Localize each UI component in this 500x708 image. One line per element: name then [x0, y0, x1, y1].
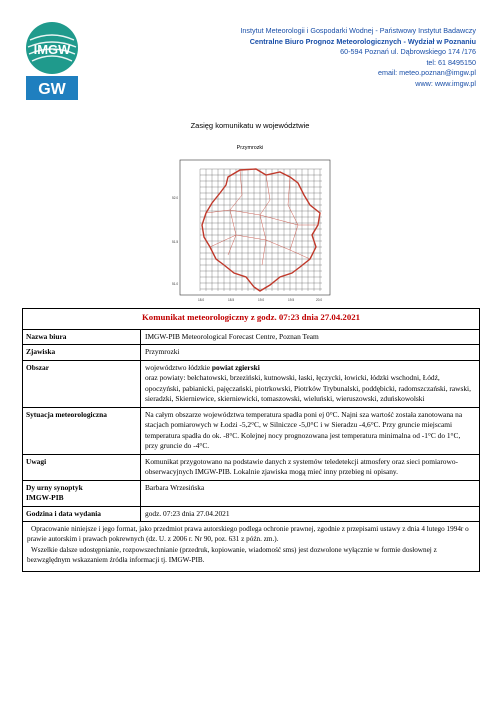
table-row — [23, 407, 479, 454]
forecaster-org: IMGW-PIB — [26, 493, 64, 502]
row-label: Godzina i data wydania — [23, 507, 141, 522]
region-map — [170, 155, 335, 305]
svg-text:IMGW: IMGW — [33, 42, 71, 57]
lon-label: 18.0 — [198, 298, 205, 302]
copyright-notice — [23, 522, 479, 571]
department-name: Centralne Biuro Prognoz Meteorologicznych - Wydział w Poznaniu — [249, 36, 476, 46]
area-prefix: województwo łódzkie — [145, 362, 212, 372]
forecaster-label: Dy urny synoptyk — [26, 482, 83, 492]
table-row — [23, 506, 479, 522]
row-value: Barbara Wrzesińska — [145, 482, 205, 492]
lat-label: 51.5 — [172, 240, 179, 244]
copyright-paragraph: Opracowanie niniejsze i jego format, jako przedmiot prawa autorskiego podlega ochronie prawnej, zgodnie z przepisami ustawy z dnia 4 lutego 1994r o prawie autorskim i prawach pokrewnych (dz. U. z 2006 r. Nr 90, poz. 631 z późn. zm.). — [27, 525, 469, 544]
bulletin-table — [22, 308, 480, 572]
area-counties: oraz powiaty: bełchatowski, brzeziński, kutnowski, łaski, łęczycki, łowicki, łódzki wschodni, Łódź, opoczyński, pabianicki, pajęczański, piotrkowski, Piotrków Trybunalski, poddębicki, radomszczański, rawski, sieradzki, Skierniewice, skierniewicki, tomaszowski, wieluński, wieruszowski, zduńskowolski — [145, 373, 471, 403]
row-label: Zjawiska — [23, 345, 141, 360]
row-value: IMGW-PIB Meteorological Forecast Centre, Poznan Team — [145, 331, 319, 341]
institution-name: Instytut Meteorologii i Gospodarki Wodnej - Państwowy Instytut Badawczy — [240, 26, 476, 35]
svg-text:GW: GW — [38, 81, 66, 98]
email[interactable]: email: meteo.poznan@imgw.pl — [378, 68, 476, 78]
row-value: Przymrozki — [145, 347, 180, 356]
sharing-paragraph: Wszelkie dalsze udostępnianie, rozpowszechnianie (przedruk, kopiowanie, wiadomość sms) jest dozwolone wyłącznie w formie dosłownej z bezwzględnym wskazaniem źródła informacji tj. IMGW-PIB. — [27, 545, 437, 565]
table-row — [23, 480, 479, 506]
table-row — [23, 344, 479, 360]
lon-label: 19.0 — [258, 298, 265, 302]
table-row — [23, 521, 479, 571]
table-row — [23, 454, 479, 480]
lon-label: 18.5 — [228, 298, 235, 302]
row-value: godz. 07:23 dnia 27.04.2021 — [145, 508, 230, 518]
lat-label: 52.0 — [172, 196, 179, 200]
row-label: Obszar — [23, 361, 141, 407]
lon-label: 20.0 — [316, 298, 323, 302]
row-value: Komunikat przygotowano na podstawie danych z systemów teledetekcji atmosfery oraz sieci pomiarowo-obserwacyjnych IMGW-PIB. Lokalnie zjawiska mogą mieć inny przebieg ni opisany. — [145, 456, 458, 476]
row-label: Sytuacja meteorologiczna — [23, 408, 141, 454]
lon-label: 19.5 — [288, 298, 295, 302]
row-label — [23, 481, 141, 506]
map-title: Zasięg komunikatu w województwie — [190, 121, 310, 130]
table-row — [23, 329, 479, 345]
map-subtitle: Przymrozki — [236, 145, 264, 151]
website[interactable]: www: www.imgw.pl — [415, 78, 476, 88]
area-main-county: powiat zgierski — [211, 362, 260, 372]
address: 60-594 Poznań ul. Dąbrowskiego 174 /176 — [340, 47, 476, 57]
institution-info — [240, 26, 476, 90]
table-row — [23, 360, 479, 407]
row-label: Uwagi — [23, 455, 141, 480]
lat-label: 51.0 — [172, 282, 179, 286]
row-value: Na całym obszarze województwa temperatura spadła poni ej 0°C. Najni sza wartość została zanotowana na stacjach pomiarowych w Łodzi -5,2°C, w Silniczce -5,0°C i w Sieradzu -4,6°C. Przy gruncie miejscami temperatura spadła do ok. -8°C. Kolejnej nocy prognozowana jest temperatura minimalna od -1°C do 1°C, przy gruncie do -4°C. — [145, 409, 463, 450]
bulletin-title: Komunikat meteorologiczny z godz. 07:23 dnia 27.04.2021 — [141, 312, 361, 322]
row-value — [141, 361, 479, 407]
row-label: Nazwa biura — [23, 330, 141, 345]
imgw-logo — [24, 20, 80, 102]
phone: tel: 61 8495150 — [426, 57, 476, 67]
